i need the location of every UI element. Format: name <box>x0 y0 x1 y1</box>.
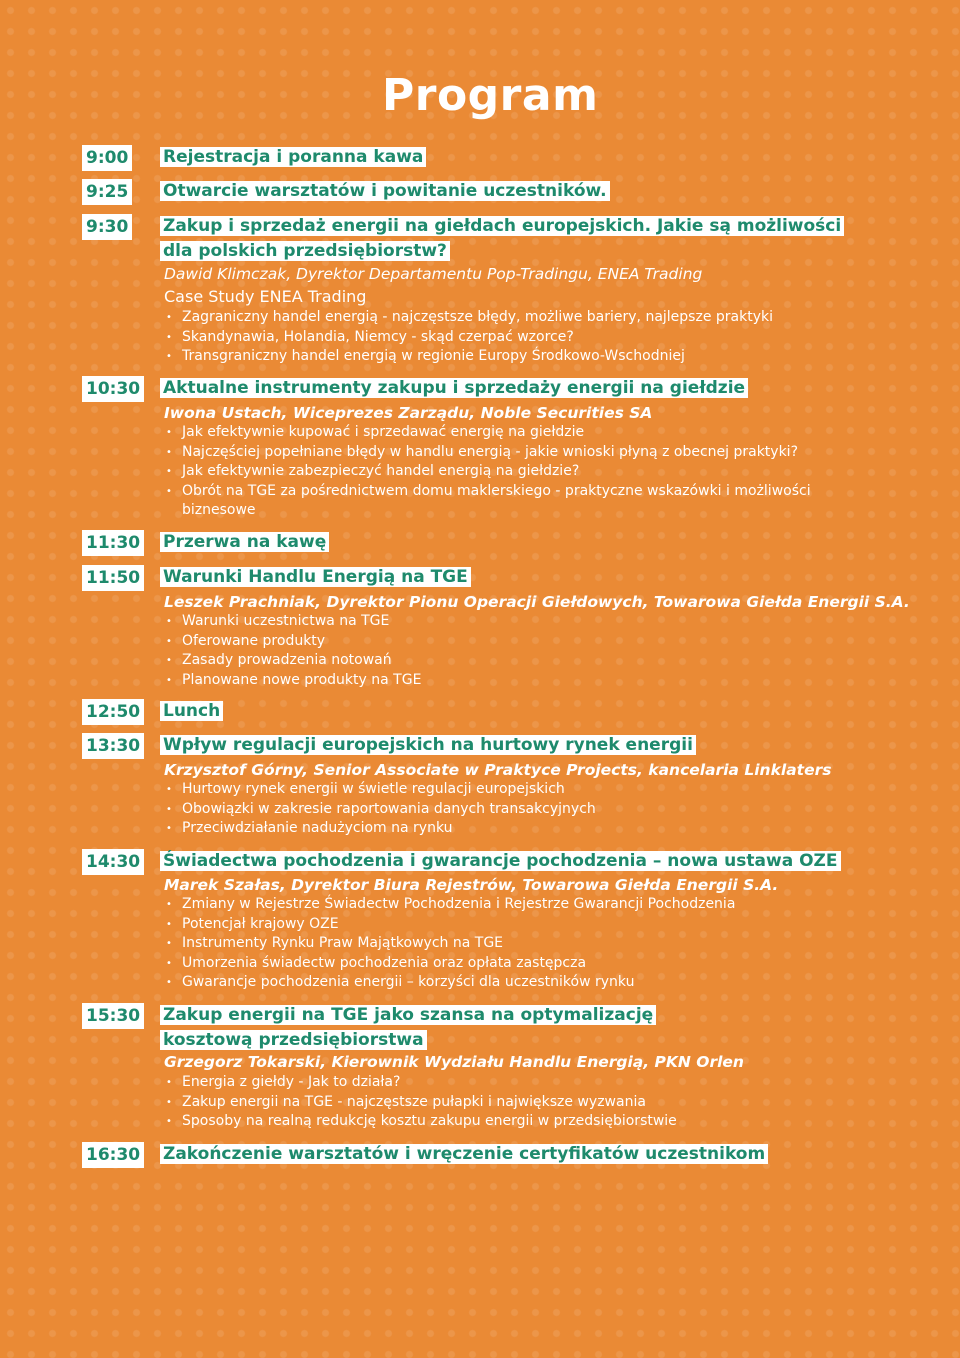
list-item: • Warunki uczestnictwa na TGE <box>164 612 864 632</box>
page-title: Program <box>382 70 599 121</box>
list-item: • Zmiany w Rejestrze Świadectw Pochodzenia i Rejestrze Gwarancji Pochodzenia <box>164 895 864 915</box>
list-item: • Potencjał krajowy OZE <box>164 915 864 935</box>
speaker: Dawid Klimczak, Dyrektor Departamentu Pop-Tradingu, ENEA Trading <box>164 265 703 283</box>
session-heading: Wpływ regulacji europejskich na hurtowy rynek energii <box>160 733 850 758</box>
session-time: 13:30 <box>82 733 144 759</box>
speaker: Marek Szałas, Dyrektor Biura Rejestrów, Towarowa Giełda Energii S.A. <box>164 876 779 894</box>
session-time: 12:50 <box>82 699 144 725</box>
bullet-list <box>164 895 864 993</box>
session-heading: Lunch <box>160 699 850 724</box>
list-item: • Hurtowy rynek energii w świetle regulacji europejskich <box>164 780 864 800</box>
speaker: Grzegorz Tokarski, Kierownik Wydziału Handlu Energią, PKN Orlen <box>164 1053 744 1071</box>
bullet-list <box>164 423 864 521</box>
session-time: 14:30 <box>82 849 144 875</box>
session-heading: Aktualne instrumenty zakupu i sprzedaży energii na giełdzie <box>160 376 850 401</box>
list-item: • Umorzenia świadectw pochodzenia oraz opłata zastępcza <box>164 954 864 974</box>
list-item: • Planowane nowe produkty na TGE <box>164 671 864 691</box>
list-item: • Sposoby na realną redukcję kosztu zakupu energii w przedsiębiorstwie <box>164 1112 864 1132</box>
session-heading: Świadectwa pochodzenia i gwarancje pochodzenia – nowa ustawa OZE <box>160 849 900 874</box>
list-item: • Skandynawia, Holandia, Niemcy - skąd czerpać wzorce? <box>164 328 864 348</box>
session-heading: Rejestracja i poranna kawa <box>160 145 850 170</box>
list-item: • Jak efektywnie kupować i sprzedawać energię na giełdzie <box>164 423 864 443</box>
list-item: • Energia z giełdy - Jak to działa? <box>164 1073 864 1093</box>
list-item: • Obrót na TGE za pośrednictwem domu maklerskiego - praktyczne wskazówki i możliwości biznesowe <box>164 482 864 521</box>
list-item: • Zakup energii na TGE - najczęstsze pułapki i największe wyzwania <box>164 1093 864 1113</box>
bullet-list <box>164 308 864 367</box>
list-item: • Transgraniczny handel energią w regionie Europy Środkowo-Wschodniej <box>164 347 864 367</box>
list-item: • Oferowane produkty <box>164 632 864 652</box>
list-item: • Gwarancje pochodzenia energii – korzyści dla uczestników rynku <box>164 973 864 993</box>
speaker: Iwona Ustach, Wiceprezes Zarządu, Noble Securities SA <box>164 404 653 422</box>
session-time: 9:25 <box>82 179 132 205</box>
session-time: 16:30 <box>82 1142 144 1168</box>
session-heading: Zakup i sprzedaż energii na giełdach europejskich. Jakie są możliwości dla polskich przedsiębiorstw? <box>160 214 850 264</box>
list-item: • Jak efektywnie zabezpieczyć handel energią na giełdzie? <box>164 462 864 482</box>
bullet-list <box>164 612 864 690</box>
session-heading: Otwarcie warsztatów i powitanie uczestników. <box>160 179 850 204</box>
list-item: • Instrumenty Rynku Praw Majątkowych na TGE <box>164 934 864 954</box>
speaker: Krzysztof Górny, Senior Associate w Praktyce Projects, kancelaria Linklaters <box>164 761 832 779</box>
list-item: • Najczęściej popełniane błędy w handlu energią - jakie wnioski płyną z obecnej praktyki? <box>164 443 864 463</box>
session-time: 11:30 <box>82 530 144 556</box>
session-time: 10:30 <box>82 376 144 402</box>
bullet-list <box>164 780 864 839</box>
session-heading: Warunki Handlu Energią na TGE <box>160 565 850 590</box>
session-heading: Zakończenie warsztatów i wręczenie certyfikatów uczestnikom <box>160 1142 900 1167</box>
list-item: • Zagraniczny handel energią - najczęstsze błędy, możliwe bariery, najlepsze praktyki <box>164 308 864 328</box>
bullet-list <box>164 1073 864 1132</box>
speaker: Leszek Prachniak, Dyrektor Pionu Operacji Giełdowych, Towarowa Giełda Energii S.A. <box>164 593 910 611</box>
session-time: 9:00 <box>82 145 132 171</box>
list-item: • Zasady prowadzenia notowań <box>164 651 864 671</box>
session-time: 11:50 <box>82 565 144 591</box>
session-heading: Zakup energii na TGE jako szansa na optymalizację kosztową przedsiębiorstwa <box>160 1003 730 1053</box>
list-item: • Przeciwdziałanie nadużyciom na rynku <box>164 819 864 839</box>
session-time: 15:30 <box>82 1003 144 1029</box>
list-item: • Obowiązki w zakresie raportowania danych transakcyjnych <box>164 800 864 820</box>
session-heading: Przerwa na kawę <box>160 530 850 555</box>
session-time: 9:30 <box>82 214 132 240</box>
case-study: Case Study ENEA Trading <box>164 287 367 306</box>
